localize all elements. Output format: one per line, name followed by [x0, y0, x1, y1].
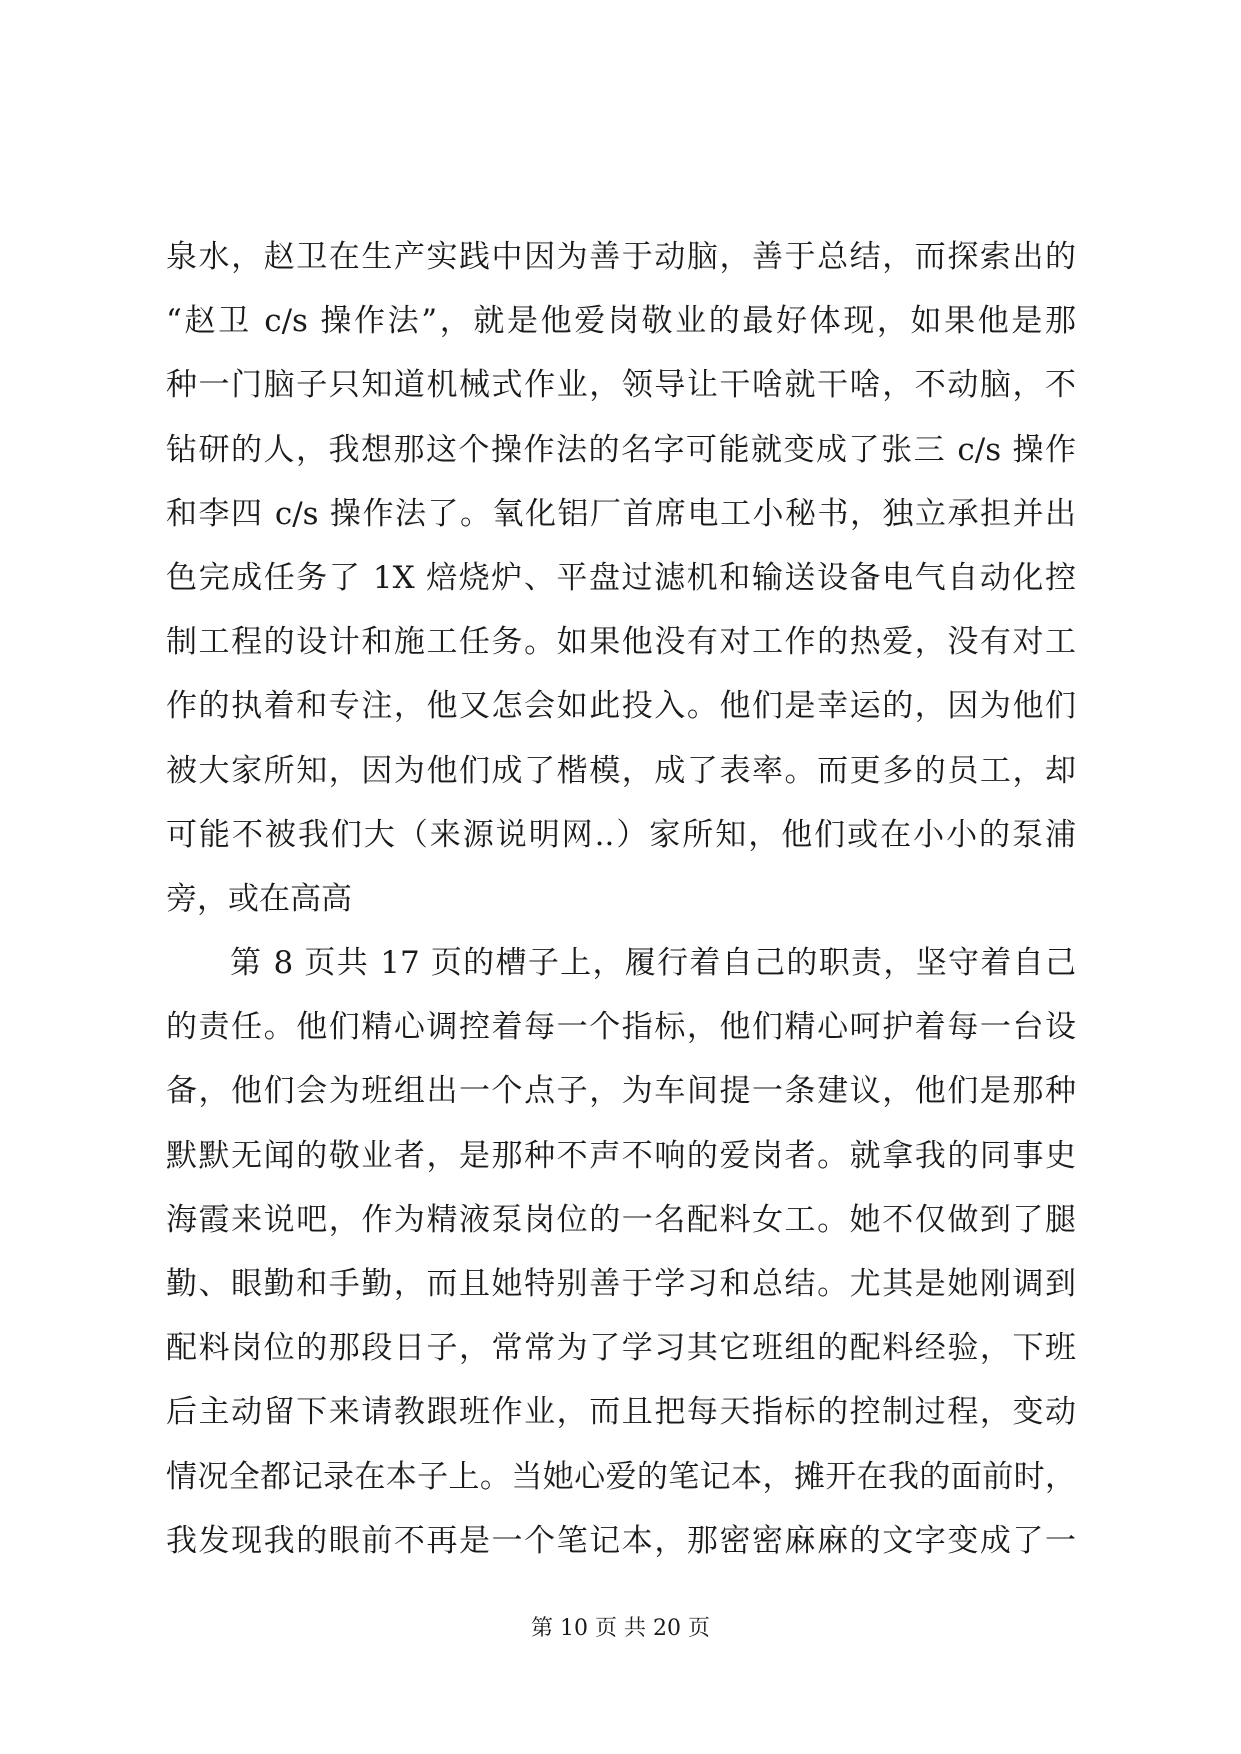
text-line: 被大家所知，因为他们成了楷模，成了表率。而更多的员工，却 — [166, 752, 1076, 789]
text-line: 后主动留下来请教跟班作业，而且把每天指标的控制过程，变动 — [166, 1394, 1076, 1431]
text-line: 泉水，赵卫在生产实践中因为善于动脑，善于总结，而探索出的 — [166, 239, 1076, 275]
text-line: 制工程的设计和施工任务。如果他没有对工作的热爱，没有对工 — [166, 624, 1076, 661]
text-line: 情况全都记录在本子上。当她心爱的笔记本，摊开在我的面前时， — [166, 1458, 1076, 1495]
text-line: 可能不被我们大（来源说明网..）家所知，他们或在小小的泵浦 — [166, 816, 1076, 853]
paragraph-start-line: 第 8 页共 17 页的槽子上，履行着自己的职责，坚守着自己 — [230, 945, 1076, 982]
text-line: 和李四 c/s 操作法了。氧化铝厂首席电工小秘书，独立承担并出 — [166, 495, 1076, 532]
text-line: 配料岗位的那段日子，常常为了学习其它班组的配料经验，下班 — [166, 1330, 1076, 1367]
text-line: 备，他们会为班组出一个点子，为车间提一条建议，他们是那种 — [166, 1073, 1076, 1110]
text-line: “赵卫 c/s 操作法”，就是他爱岗敬业的最好体现，如果他是那 — [166, 303, 1076, 340]
text-line: 的责任。他们精心调控着每一个指标，他们精心呵护着每一台设 — [166, 1009, 1076, 1046]
text-line: 默默无闻的敬业者，是那种不声不响的爱岗者。就拿我的同事史 — [166, 1137, 1076, 1174]
text-line: 勤、眼勤和手勤，而且她特别善于学习和总结。尤其是她刚调到 — [166, 1266, 1076, 1302]
text-line: 色完成任务了 1X 焙烧炉、平盘过滤机和输送设备电气自动化控 — [166, 559, 1076, 596]
text-line: 海霞来说吧，作为精液泵岗位的一名配料女工。她不仅做到了腿 — [166, 1201, 1076, 1238]
text-line: 种一门脑子只知道机械式作业，领导让干啥就干啥，不动脑，不 — [166, 367, 1076, 404]
text-line: 钻研的人，我想那这个操作法的名字可能就变成了张三 c/s 操作 — [166, 431, 1076, 468]
text-line: 作的执着和专注，他又怎会如此投入。他们是幸运的，因为他们 — [166, 688, 1076, 725]
page-number-footer: 第 10 页 共 20 页 — [531, 1616, 710, 1641]
text-line: 我发现我的眼前不再是一个笔记本，那密密麻麻的文字变成了一 — [166, 1522, 1076, 1559]
paragraph-end-line: 旁，或在高高 — [166, 880, 352, 917]
body-text — [166, 225, 1076, 1573]
